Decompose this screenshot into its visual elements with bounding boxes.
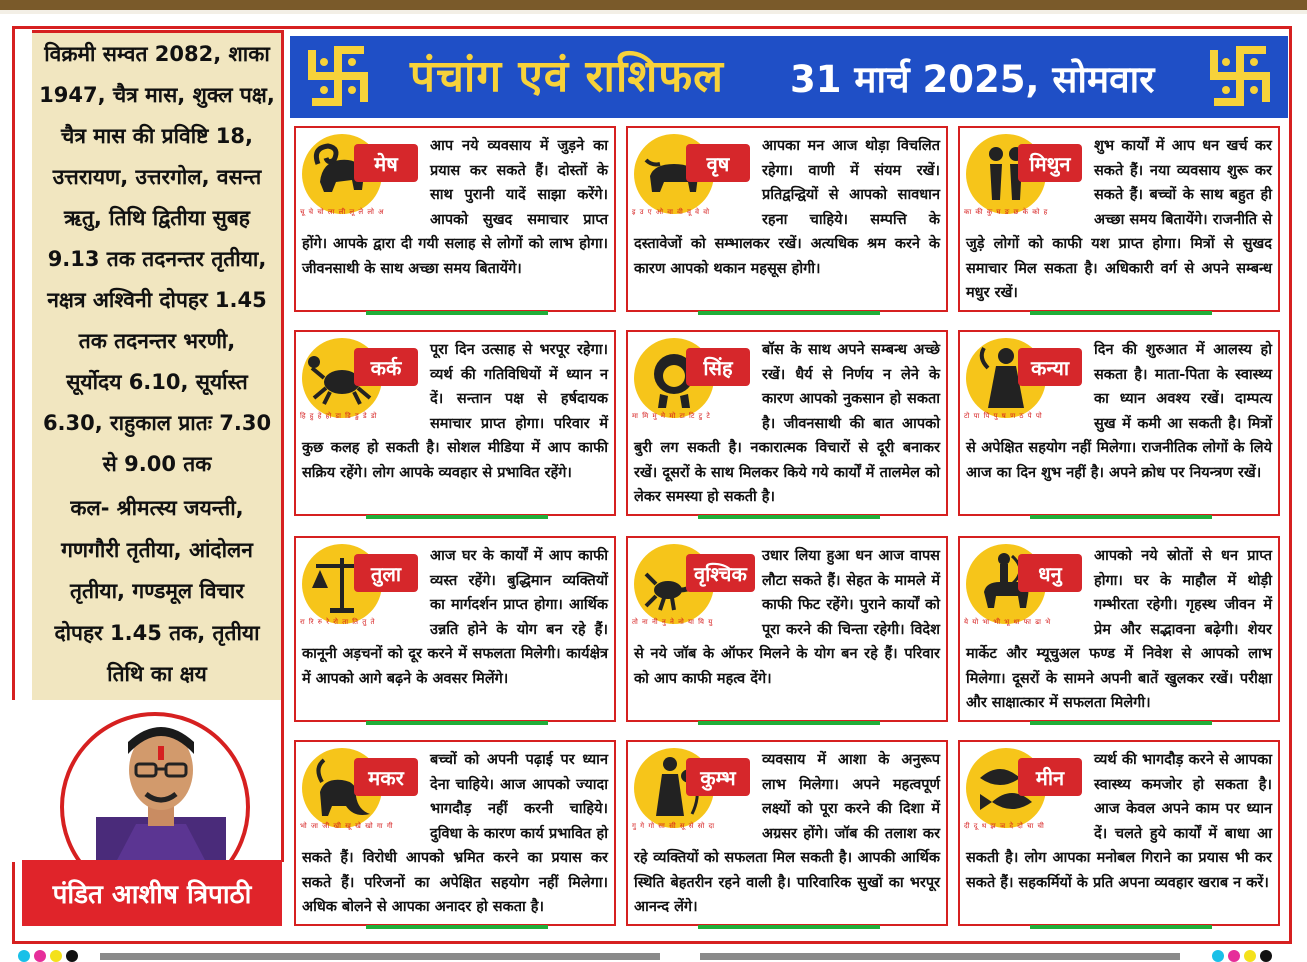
rashi-text: [966, 338, 1272, 485]
rashi-letters: चू चे चो ला ली लू ले लो अ: [300, 208, 385, 216]
rashi-letters: गु गे गो सा सी सू से सो दा: [632, 822, 716, 830]
rashi-name: कर्क: [354, 348, 418, 386]
print-registration-dot: [1244, 950, 1256, 962]
rashi-text-body: आपका मन आज थोड़ा विचलित रहेगा। वाणी में संयम रखें। प्रतिद्वन्द्वियों से आपको सावधान रहना चाहिये। सम्पत्ति के दस्तावेजों को सम्भालकर रखें। अत्यधिक श्रम करने के कारण आपको थकान महसूस होगी।: [634, 138, 940, 277]
panchang-line: 1947, चैत्र मास, शुक्ल पक्ष,: [39, 83, 275, 107]
rashi-card-kumbh: [626, 740, 948, 926]
rashi-letters: हि हु हे हो डा डि डु डे डो: [300, 412, 378, 420]
rashi-text: [302, 748, 608, 920]
rashi-letters: टो पा पि पु ष ण ठ पे पो: [964, 412, 1043, 420]
rashi-text-body: आज घर के कार्यों में आप काफी व्यस्त रहेंगे। बुद्धिमान व्यक्तियों का मार्गदर्शन प्राप्त होगा। आर्थिक उन्नति होने के योग बन रहे हैं। कानूनी अड़चनों को दूर करने में सफलता मिलेगी। कार्यक्षेत्र में आपको आगे बढ़ने के अवसर मिलेंगे।: [302, 548, 608, 687]
rashi-name: मीन: [1018, 758, 1082, 796]
rashi-name: तुला: [354, 554, 418, 592]
panchang-kal-line: तृतीया, गण्डमूल विचार: [70, 579, 244, 603]
print-registration-dot: [1260, 950, 1272, 962]
green-rule: [366, 925, 548, 929]
rashi-text: [966, 134, 1272, 306]
panchang-details: [38, 34, 276, 485]
rashi-name: कुम्भ: [686, 758, 750, 796]
print-registration-dot: [50, 950, 62, 962]
panchang-kal-line: दोपहर 1.45 तक, तृतीया: [54, 620, 260, 645]
top-banner-strip: [0, 0, 1307, 10]
rashi-name: धनु: [1018, 554, 1082, 592]
rashi-card-singh: [626, 330, 948, 516]
rashi-card-dhanu: [958, 536, 1280, 722]
rashi-name: मकर: [354, 758, 418, 796]
rashi-card-mithun: [958, 126, 1280, 312]
panchang-tomorrow: [38, 488, 276, 696]
rashi-card-vrish: [626, 126, 948, 312]
print-registration-dot: [18, 950, 30, 962]
swastik-icon: [302, 40, 374, 112]
green-rule: [698, 721, 880, 725]
rashi-letters: इ उ ए ओ वा वी वू वे वो: [632, 208, 711, 216]
panchang-line: तक तदनन्तर भरणी,: [78, 329, 236, 353]
swastik-icon: [1204, 40, 1276, 112]
print-registration-dot: [1228, 950, 1240, 962]
panchang-line: से 9.00 तक: [102, 452, 212, 476]
rashi-text: [302, 544, 608, 691]
rashi-text: [966, 748, 1272, 895]
rashi-card-kanya: [958, 330, 1280, 516]
panchang-line: सूर्योदय 6.10, सूर्यास्त: [66, 370, 248, 394]
rashi-name: मेष: [354, 144, 418, 182]
rashi-text-body: व्यर्थ की भागदौड़ करने से आपका स्वास्थ्य कमजोर हो सकता है। आज केवल अपने काम पर ध्यान दें। चलते हुये कार्यों में बाधा आ सकती है। लोग आपका मनोबल गिराने का प्रयास भी कर सकते हैं। सहकर्मियों के प्रति अपना व्यवहार खराब न करें।: [966, 752, 1272, 891]
print-registration-dot: [1212, 950, 1224, 962]
green-rule: [1030, 515, 1212, 519]
panchang-line: 6.30, राहुकाल प्रातः 7.30: [42, 411, 272, 435]
rashi-text-body: उधार लिया हुआ धन आज वापस लौटा सकते हैं। सेहत के मामले में काफी फिट रहेंगे। पुराने कार्यों को पूरा करने की चिन्ता रहेगी। विदेश से नये जॉब के ऑफर मिलने के योग बन रहे हैं। परिवार को आप काफी महत्व देंगे।: [634, 548, 940, 687]
rashi-letters: रा रि रु रे रो ता ति तु ते: [300, 618, 376, 626]
rashi-letters: ये यो भा भी भू धा फा ढा भे: [964, 618, 1052, 626]
rashi-letters: भो जा जी खी खू खे खो गा गी: [300, 822, 394, 830]
panchang-line: उत्तरायण, उत्तरगोल, वसन्त: [52, 165, 262, 189]
rashi-text: [634, 338, 940, 510]
green-rule: [698, 925, 880, 929]
green-rule: [366, 515, 548, 519]
rashi-name: सिंह: [686, 348, 750, 386]
print-bar: [700, 953, 1180, 960]
rashi-text-body: आप नये व्यवसाय में जुड़ने का प्रयास कर सकते हैं। दोस्तों के साथ पुरानी यादें साझा करेंगे। आपको सुखद समाचार प्राप्त होंगे। आपके द्वारा दी गयी सलाह से लोगों को लाभ होगा। जीवनसाथी के साथ अच्छा समय बितायेंगे।: [302, 138, 608, 277]
rashi-name: वृष: [686, 144, 750, 182]
header-date: 31 मार्च 2025, सोमवार: [790, 58, 1155, 101]
rashi-card-mesh: [294, 126, 616, 312]
rashi-card-meen: [958, 740, 1280, 926]
rashi-text: [634, 544, 940, 691]
rashi-text-body: दिन की शुरुआत में आलस्य हो सकता है। माता-पिता के स्वास्थ्य का ध्यान अवश्य रखें। दाम्पत्य सुख में कमी आ सकती है। मित्रों से अपेक्षित सहयोग नहीं मिलेगा। राजनीतिक लोगों के लिये आज का दिन शुभ नहीं है। अपने क्रोध पर नियन्त्रण रखें।: [966, 342, 1272, 481]
rashi-text: [302, 134, 608, 281]
panchang-line: विक्रमी सम्वत 2082, शाका: [44, 42, 270, 66]
rashi-letters: मा मि मु मे मो टा टि टु टे: [632, 412, 711, 420]
rashi-card-makar: [294, 740, 616, 926]
panchang-line: नक्षत्र अश्विनी दोपहर 1.45: [47, 288, 267, 312]
rashi-text: [634, 748, 940, 920]
rashi-card-kark: [294, 330, 616, 516]
rashi-text-body: आपको नये स्रोतों से धन प्राप्त होगा। घर के माहौल में थोड़ी गम्भीरता रहेगी। गृहस्थ जीवन में प्रेम और सद्भावना बढ़ेगी। शेयर मार्केट और म्यूचुअल फण्ड में निवेश से आपको लाभ मिलेगा। दूसरों के सामने अपनी बातें खुलकर रखें। परीक्षा और साक्षात्कार में सफलता मिलेगी।: [966, 548, 1272, 711]
rashi-text: [966, 544, 1272, 716]
panchang-kal-line: तिथि का क्षय: [107, 662, 207, 686]
rashi-text-body: शुभ कार्यों में आप धन खर्च कर सकते हैं। नया व्यवसाय शुरू कर सकते हैं। बच्चों के साथ बहुत ही अच्छा समय बितायेंगे। राजनीति से जुड़े लोगों को काफी यश प्राप्त होगा। मित्रों से सुखद समाचार मिल सकता है। अधिकारी वर्ग से अपने सम्बन्ध मधुर रखें।: [966, 138, 1272, 301]
print-registration-dot: [66, 950, 78, 962]
author-name-plate: पंडित आशीष त्रिपाठी: [22, 860, 282, 926]
rashi-text-body: पूरा दिन उत्साह से भरपूर रहेगा। व्यर्थ की गतिविधियों में ध्यान न दें। सन्तान पक्ष से हर्षदायक समाचार प्राप्त होगा। परिवार में कुछ कलह हो सकती है। सोशल मीडिया में आप काफी सक्रिय रहेंगे। लोग आपके व्यवहार से प्रभावित रहेंगे।: [302, 342, 608, 481]
green-rule: [1030, 925, 1212, 929]
panchang-line: 9.13 तक तदनन्तर तृतीया,: [47, 247, 267, 271]
green-rule: [366, 721, 548, 725]
rashi-letters: तो ना नी नु ने नो या यि यु: [632, 618, 714, 626]
rashi-name: मिथुन: [1018, 144, 1082, 182]
rashi-letters: दी दू थ झ ञ दे दो चा ची: [964, 822, 1045, 830]
green-rule: [366, 311, 548, 315]
author-portrait: [76, 712, 246, 862]
page-title: पंचांग एवं राशिफल: [410, 51, 724, 102]
panchang-kal-line: गणगौरी तृतीया, आंदोलन: [61, 537, 253, 562]
panchang-line: चैत्र मास की प्रविष्टि 18,: [61, 124, 253, 148]
top-banner-strip-light: [0, 10, 1307, 14]
rashi-card-tula: [294, 536, 616, 722]
print-registration-dot: [34, 950, 46, 962]
green-rule: [698, 515, 880, 519]
rashi-text-body: व्यवसाय में आशा के अनुरूप लाभ मिलेगा। अपने महत्वपूर्ण लक्ष्यों को पूरा करने की दिशा में अग्रसर होंगे। जॉब की तलाश कर रहे व्यक्तियों को सफलता मिल सकती है। आपकी आर्थिक स्थिति बेहतरीन रहने वाली है। पारिवारिक सुखों का भरपूर आनन्द लेंगे।: [634, 752, 940, 915]
rashi-card-vrishchik: [626, 536, 948, 722]
panchang-kal-line: कल- श्रीमत्स्य जयन्ती,: [70, 496, 244, 520]
green-rule: [1030, 311, 1212, 315]
rashi-text-body: बॉस के साथ अपने सम्बन्ध अच्छे रखें। धैर्य से निर्णय न लेने के कारण आपको नुकसान हो सकता है। जीवनसाथी की बात आपको बुरी लग सकती है। नकारात्मक विचारों से दूरी बनाकर रखें। दूसरों के साथ मिलकर किये गये कार्यों में तालमेल को लेकर समस्या हो सकती है।: [634, 342, 940, 505]
rashi-text-body: बच्चों को अपनी पढ़ाई पर ध्यान देना चाहिये। आज आपको ज्यादा भागदौड़ नहीं करनी चाहिये। दुविधा के कारण कार्य प्रभावित हो सकते हैं। विरोधी आपको भ्रमित करने का प्रयास कर सकते हैं। परिजनों का अपेक्षित सहयोग नहीं मिलेगा। अधिक बोलने से आपका अनादर हो सकता है।: [302, 752, 608, 915]
print-bar: [100, 953, 660, 960]
rashi-name: कन्या: [1018, 348, 1082, 386]
rashi-letters: का की कु घ ङ छ के को ह: [964, 208, 1049, 216]
green-rule: [698, 311, 880, 315]
panchang-line: ऋतु, तिथि द्वितीया सुबह: [64, 206, 250, 230]
green-rule: [1030, 721, 1212, 725]
rashi-text: [302, 338, 608, 485]
rashi-text: [634, 134, 940, 281]
rashi-name: वृश्चिक: [686, 554, 755, 592]
